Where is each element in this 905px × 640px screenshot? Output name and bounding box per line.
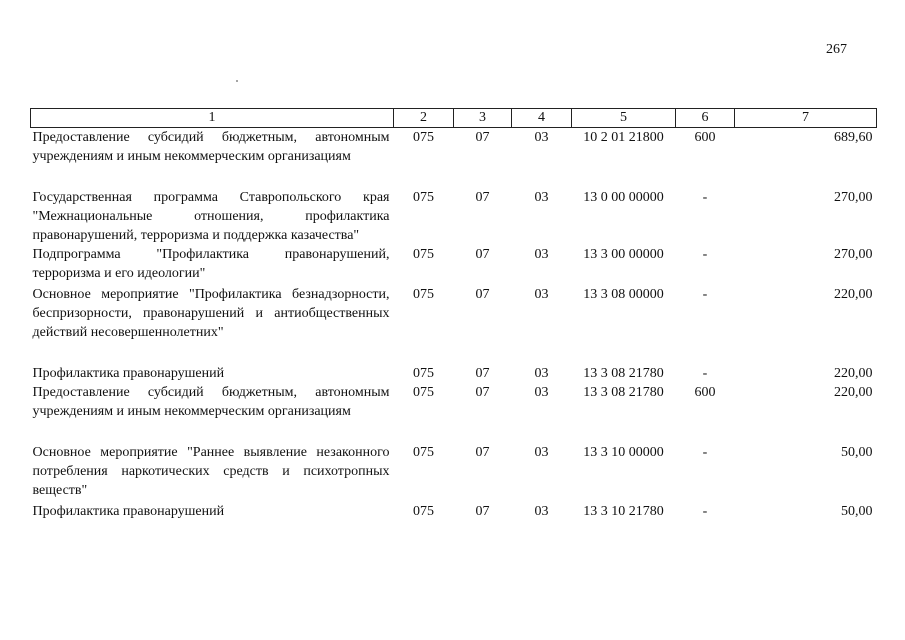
row-name: Предоставление субсидий бюджетным, автономным учреждениям и иным некоммерческим организациям — [32, 385, 390, 419]
row-code-3: 07 — [475, 445, 490, 460]
row-code-2: 075 — [413, 287, 434, 302]
header-cell: 1 — [31, 109, 394, 128]
row-code-4: 03 — [534, 247, 549, 262]
table-row — [31, 188, 877, 245]
row-code-3: 07 — [475, 190, 490, 205]
row-code-4: 03 — [534, 130, 549, 145]
table-row — [31, 285, 877, 364]
row-code-2: 075 — [413, 445, 434, 460]
header-row — [31, 109, 877, 128]
header-cell: 7 — [735, 109, 877, 128]
row-name: Основное мероприятие "Профилактика безнадзорности, беспризорности, правонарушений и антиобщественных действий несовершеннолетних" — [32, 287, 390, 340]
row-code-2: 075 — [413, 504, 434, 519]
row-code-2: 075 — [413, 385, 434, 400]
row-code-4: 03 — [534, 385, 549, 400]
row-code-4: 03 — [534, 287, 549, 302]
header-cell: 6 — [676, 109, 735, 128]
row-code-5: 13 3 10 21780 — [583, 504, 664, 519]
row-code-3: 07 — [475, 287, 490, 302]
header-cell: 3 — [454, 109, 512, 128]
row-code-6: - — [702, 445, 708, 460]
row-code-4: 03 — [534, 445, 549, 460]
row-name: Государственная программа Ставропольского края "Межнациональные отношения, профилактика правонарушений, терроризма и поддержка казачества" — [32, 190, 390, 243]
table-row — [31, 128, 877, 189]
header-cell: 4 — [512, 109, 572, 128]
row-code-6: 600 — [694, 385, 716, 400]
row-code-2: 075 — [413, 247, 434, 262]
row-amount: 50,00 — [841, 445, 873, 460]
table-row — [31, 443, 877, 502]
row-amount: 220,00 — [834, 385, 873, 400]
row-code-2: 075 — [413, 190, 434, 205]
row-name: Подпрограмма "Профилактика правонарушений, терроризма и его идеологии" — [32, 247, 390, 281]
row-code-3: 07 — [475, 366, 490, 381]
scan-speck — [236, 80, 238, 82]
row-code-6: - — [702, 190, 708, 205]
table-row — [31, 383, 877, 443]
row-name: Предоставление субсидий бюджетным, автономным учреждениям и иным некоммерческим организациям — [32, 130, 390, 164]
row-code-6: 600 — [694, 130, 716, 145]
row-code-6: - — [702, 247, 708, 262]
row-code-6: - — [702, 366, 708, 381]
row-amount: 50,00 — [841, 504, 873, 519]
row-code-5: 13 3 08 00000 — [583, 287, 664, 302]
row-code-4: 03 — [534, 190, 549, 205]
row-code-5: 13 3 08 21780 — [583, 385, 664, 400]
row-name: Профилактика правонарушений — [32, 504, 225, 519]
table-row — [31, 364, 877, 383]
row-code-6: - — [702, 287, 708, 302]
row-code-3: 07 — [475, 504, 490, 519]
row-amount: 689,60 — [834, 130, 873, 145]
row-amount: 270,00 — [834, 247, 873, 262]
row-code-2: 075 — [413, 130, 434, 145]
page-number: 267 — [826, 42, 847, 57]
row-amount: 270,00 — [834, 190, 873, 205]
table-row — [31, 245, 877, 285]
row-code-3: 07 — [475, 130, 490, 145]
header-cell: 5 — [572, 109, 676, 128]
row-code-5: 13 3 00 00000 — [583, 247, 664, 262]
row-name: Профилактика правонарушений — [32, 366, 225, 381]
budget-table — [30, 108, 877, 521]
row-code-5: 13 3 10 00000 — [583, 445, 664, 460]
row-code-3: 07 — [475, 247, 490, 262]
row-code-5: 13 3 08 21780 — [583, 366, 664, 381]
row-code-2: 075 — [413, 366, 434, 381]
row-code-6: - — [702, 504, 708, 519]
row-amount: 220,00 — [834, 287, 873, 302]
header-cell: 2 — [394, 109, 454, 128]
table-row — [31, 502, 877, 521]
row-code-3: 07 — [475, 385, 490, 400]
row-code-5: 10 2 01 21800 — [583, 130, 664, 145]
row-name: Основное мероприятие "Раннее выявление незаконного потребления наркотических средств и психотропных веществ" — [32, 445, 390, 498]
row-code-4: 03 — [534, 504, 549, 519]
row-code-5: 13 0 00 00000 — [583, 190, 664, 205]
row-code-4: 03 — [534, 366, 549, 381]
row-amount: 220,00 — [834, 366, 873, 381]
